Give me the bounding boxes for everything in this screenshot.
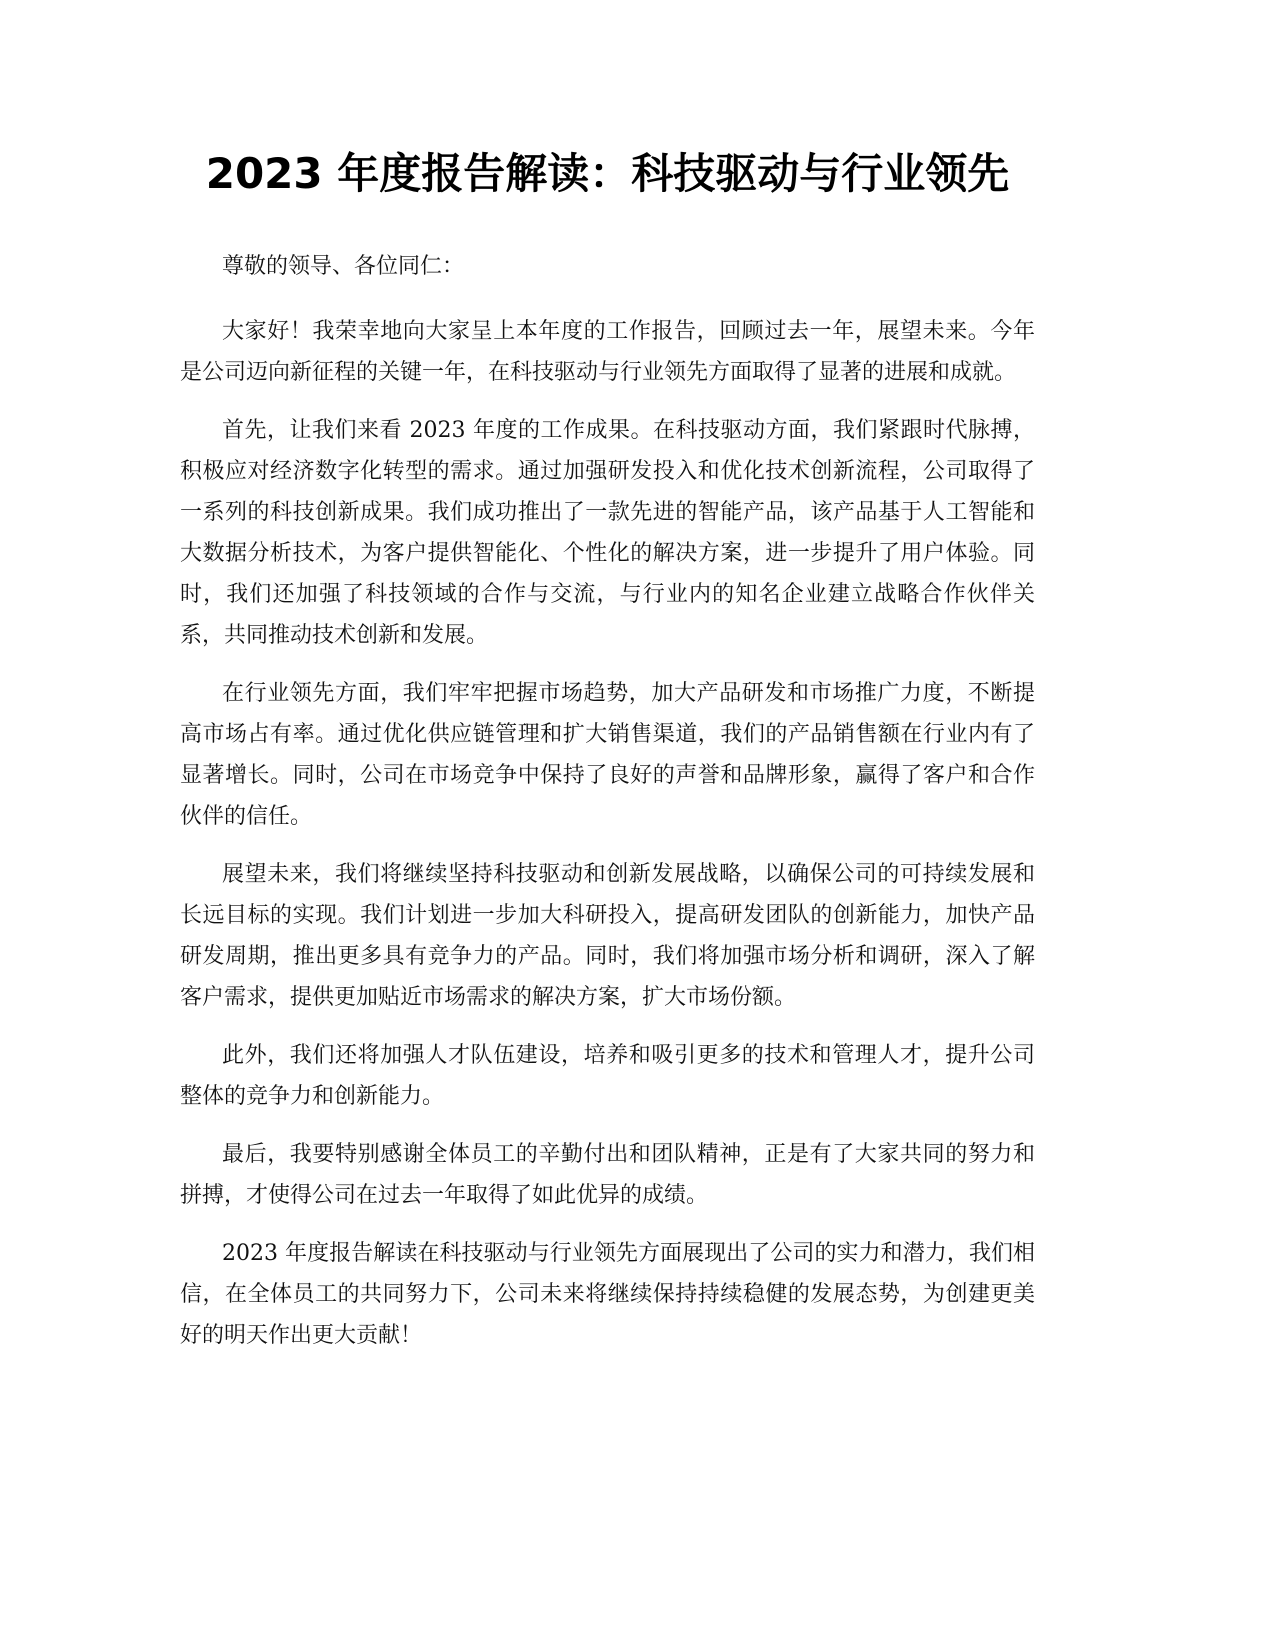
paragraph-industry-leadership: 在行业领先方面，我们牢牢把握市场趋势，加大产品研发和市场推广力度，不断提高市场占有率。通过优化供应链管理和扩大销售渠道，我们的产品销售额在行业内有了显著增长。同时，公司在市场竞争中保持了良好的声誉和品牌形象，赢得了客户和合作伙伴的信任。 — [180, 681, 1035, 829]
paragraph-thanks: 最后，我要特别感谢全体员工的辛勤付出和团队精神，正是有了大家共同的努力和拼搏，才使得公司在过去一年取得了如此优异的成绩。 — [180, 1142, 1035, 1208]
document-page — [180, 140, 1035, 1373]
paragraph-talent: 此外，我们还将加强人才队伍建设，培养和吸引更多的技术和管理人才，提升公司整体的竞争力和创新能力。 — [180, 1043, 1035, 1109]
salutation: 尊敬的领导、各位同仁： — [222, 254, 465, 279]
paragraph-conclusion: 2023 年度报告解读在科技驱动与行业领先方面展现出了公司的实力和潜力，我们相信，在全体员工的共同努力下，公司未来将继续保持持续稳健的发展态势，为创建更美好的明天作出更大贡献！ — [180, 1241, 1035, 1348]
document-title: 2023 年度报告解读：科技驱动与行业领先 — [205, 149, 1010, 198]
paragraph-tech-achievements: 首先，让我们来看 2023 年度的工作成果。在科技驱动方面，我们紧跟时代脉搏，积极应对经济数字化转型的需求。通过加强研发投入和优化技术创新流程，公司取得了一系列的科技创新成果。我们成功推出了一款先进的智能产品，该产品基于人工智能和大数据分析技术，为客户提供智能化、个性化的解决方案，进一步提升了用户体验。同时，我们还加强了科技领域的合作与交流，与行业内的知名企业建立战略合作伙伴关系，共同推动技术创新和发展。 — [180, 418, 1035, 648]
paragraph-outlook: 展望未来，我们将继续坚持科技驱动和创新发展战略，以确保公司的可持续发展和长远目标的实现。我们计划进一步加大科研投入，提高研发团队的创新能力，加快产品研发周期，推出更多具有竞争力的产品。同时，我们将加强市场分析和调研，深入了解客户需求，提供更加贴近市场需求的解决方案，扩大市场份额。 — [180, 862, 1035, 1010]
paragraph-greeting: 大家好！我荣幸地向大家呈上本年度的工作报告，回顾过去一年，展望未来。今年是公司迈向新征程的关键一年，在科技驱动与行业领先方面取得了显著的进展和成就。 — [180, 319, 1035, 385]
